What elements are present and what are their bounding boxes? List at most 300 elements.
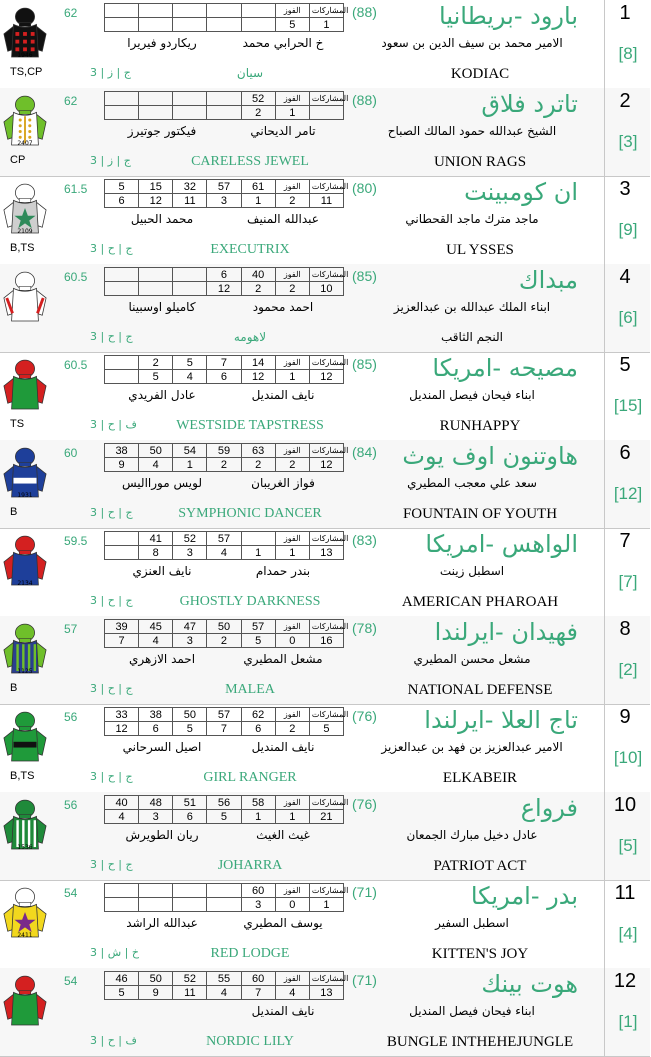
form-cell: 2 <box>275 722 309 736</box>
equipment-code: B <box>10 506 18 518</box>
form-table <box>104 179 349 208</box>
form-cell: 6 <box>105 194 139 208</box>
sex-color-age: ج | ح | 3 <box>90 682 133 695</box>
form-cell: 1 <box>275 106 309 120</box>
owner-secondary: النجم الثاقب <box>441 330 503 344</box>
equipment-code: TS <box>10 418 25 430</box>
form-cell: 5 <box>309 722 343 736</box>
horse-number: 11 <box>614 882 636 904</box>
form-cell: 3 <box>241 898 275 912</box>
trainer-name: نايف المنديل <box>251 1004 315 1018</box>
jockey-silks <box>0 704 52 792</box>
form-cell: 1 <box>241 194 275 208</box>
form-cell: 2 <box>241 458 275 472</box>
form-cell: 56 <box>207 796 241 810</box>
silks-number: 1946 <box>17 52 33 59</box>
form-cell: 1 <box>275 370 309 384</box>
dam-name: JOHARRA <box>217 858 283 873</box>
owner-name: سعد علي معجب المطيري <box>407 476 537 490</box>
sex-color-age: ج | ح | 3 <box>90 330 133 343</box>
form-cell: 48 <box>139 796 173 810</box>
trainer-name: نايف المنديل <box>251 388 315 402</box>
sire-name: KITTEN'S JOY <box>431 946 529 962</box>
horse-row <box>0 968 650 1057</box>
number-column <box>604 88 651 176</box>
dam-name: لاهومه <box>233 330 267 344</box>
jockey-name: محمد الحبيل <box>130 212 194 226</box>
sex-color-age: خ | ش | 3 <box>90 946 139 959</box>
form-cell: 7 <box>105 634 139 648</box>
trainer-name: غيث الغيث <box>256 828 310 842</box>
form-table <box>104 267 349 296</box>
form-cell: الفوز <box>275 444 309 458</box>
form-cell: 12 <box>105 722 139 736</box>
form-cell: 57 <box>207 180 241 194</box>
form-cell: 5 <box>139 370 173 384</box>
form-table <box>104 971 349 1000</box>
form-cell <box>173 884 207 898</box>
form-cell: 3 <box>207 194 241 208</box>
form-cell: 40 <box>105 796 139 810</box>
draw-position: [5] <box>618 836 638 855</box>
form-cell: 7 <box>207 356 241 370</box>
jockey-name: نايف العنزي <box>132 564 192 578</box>
silks-number: 1125 <box>17 668 33 675</box>
trainer-name: بندر حمدام <box>255 564 311 578</box>
form-cell: المشاركات <box>309 180 343 194</box>
form-cell <box>241 4 275 18</box>
number-column <box>604 616 651 704</box>
horse-number: 12 <box>613 970 637 992</box>
form-cell: 4 <box>139 458 173 472</box>
form-cell: 62 <box>241 708 275 722</box>
form-cell: 12 <box>241 370 275 384</box>
form-table <box>104 531 349 560</box>
weight: 60.5 <box>64 358 88 372</box>
equipment-code: B,TS <box>10 770 35 782</box>
trainer-name: يوسف المطيري <box>243 916 323 930</box>
form-cell <box>105 268 139 282</box>
form-cell: 5 <box>275 18 309 32</box>
number-column <box>604 0 651 88</box>
sex-color-age: ج | ح | 3 <box>90 242 133 255</box>
form-cell: الفوز <box>275 796 309 810</box>
form-cell: 5 <box>173 722 207 736</box>
form-cell <box>173 106 207 120</box>
form-cell: 59 <box>207 444 241 458</box>
horse-name-arabic: هوت بينك <box>481 970 578 998</box>
jockey-name: لويس مورااليس <box>122 476 202 490</box>
form-cell: 33 <box>105 708 139 722</box>
number-column <box>604 792 651 880</box>
rating: (85) <box>352 356 377 372</box>
form-cell: 1 <box>241 546 275 560</box>
jockey-silks <box>0 176 52 264</box>
form-cell: 57 <box>207 708 241 722</box>
form-cell: 40 <box>241 268 275 282</box>
form-cell <box>105 18 139 32</box>
silks-number: 2134 <box>17 580 33 587</box>
form-cell: 50 <box>139 444 173 458</box>
number-column <box>604 880 651 968</box>
horse-number: 9 <box>619 706 631 728</box>
sex-color-age: ج | ز | 3 <box>90 154 131 167</box>
form-cell: 21 <box>309 810 343 824</box>
form-cell: 2 <box>241 282 275 296</box>
jockey-silks <box>0 528 52 616</box>
form-cell: 38 <box>105 444 139 458</box>
form-cell: الفوز <box>275 972 309 986</box>
form-cell: 13 <box>309 986 343 1000</box>
form-cell: 9 <box>105 458 139 472</box>
form-cell: 50 <box>173 708 207 722</box>
form-cell: 11 <box>309 194 343 208</box>
horse-number: 7 <box>619 530 631 552</box>
form-cell: المشاركات <box>309 708 343 722</box>
draw-position: [2] <box>618 660 638 679</box>
form-cell: 60 <box>241 972 275 986</box>
form-cell <box>139 898 173 912</box>
form-cell: 38 <box>139 708 173 722</box>
form-cell: 14 <box>241 356 275 370</box>
form-cell: 2 <box>207 634 241 648</box>
form-cell <box>173 18 207 32</box>
weight: 56 <box>64 710 78 724</box>
form-cell: 2 <box>207 458 241 472</box>
owner-name: الامير محمد بن سيف الدين بن سعود <box>381 36 563 50</box>
form-cell: الفوز <box>275 620 309 634</box>
form-cell: 55 <box>207 972 241 986</box>
jockey-silks <box>0 352 52 440</box>
form-cell: الفوز <box>275 532 309 546</box>
dam-name: NORDIC LILY <box>206 1034 294 1049</box>
horse-row <box>0 176 650 265</box>
dam-name: WESTSIDE TAPSTRESS <box>176 418 324 433</box>
form-cell: 15 <box>139 180 173 194</box>
rating: (71) <box>352 972 377 988</box>
form-cell: 50 <box>139 972 173 986</box>
equipment-code: CP <box>10 154 26 166</box>
form-cell: 4 <box>207 986 241 1000</box>
horse-number: 1 <box>619 2 631 24</box>
sire-name: BUNGLE INTHEHEJUNGLE <box>386 1034 574 1050</box>
horse-name-arabic: تاج العلا -ايرلندا <box>424 706 578 734</box>
form-cell: 0 <box>275 898 309 912</box>
form-cell <box>173 282 207 296</box>
form-table <box>104 883 349 912</box>
horse-name-arabic: الواهس -امريكا <box>425 530 578 558</box>
form-cell <box>139 106 173 120</box>
form-cell: 57 <box>207 532 241 546</box>
sex-color-age: ج | ح | 3 <box>90 858 133 871</box>
weight: 60.5 <box>64 270 88 284</box>
draw-position: [7] <box>618 572 638 591</box>
form-cell: 8 <box>139 546 173 560</box>
form-cell: 45 <box>139 620 173 634</box>
form-cell: المشاركات <box>309 532 343 546</box>
equipment-code: TS,CP <box>10 66 43 78</box>
form-cell: الفوز <box>275 884 309 898</box>
form-cell <box>207 92 241 106</box>
form-cell: 13 <box>309 546 343 560</box>
form-cell <box>207 18 241 32</box>
dam-name: MALEA <box>225 682 275 697</box>
form-cell: المشاركات <box>309 356 343 370</box>
horse-row <box>0 440 650 529</box>
horse-number: 5 <box>619 354 631 376</box>
form-cell: المشاركات <box>309 884 343 898</box>
jockey-silks <box>0 880 52 968</box>
jockey-name: فيكتور جوتيرز <box>127 124 197 138</box>
horse-row <box>0 0 650 89</box>
form-cell: 2 <box>275 282 309 296</box>
form-cell <box>105 546 139 560</box>
form-cell <box>105 92 139 106</box>
silks-number: 1536 <box>17 844 33 851</box>
weight: 54 <box>64 974 78 988</box>
form-cell <box>139 268 173 282</box>
form-cell: 4 <box>139 634 173 648</box>
form-cell <box>207 4 241 18</box>
form-cell <box>139 18 173 32</box>
form-cell: الفوز <box>275 356 309 370</box>
jockey-name: ريان الطويرش <box>125 828 199 842</box>
form-cell: 46 <box>105 972 139 986</box>
trainer-name: عبدالله المنيف <box>247 212 319 226</box>
sex-color-age: ج | ح | 3 <box>90 770 133 783</box>
form-cell: 12 <box>139 194 173 208</box>
weight: 60 <box>64 446 78 460</box>
number-column <box>604 264 651 352</box>
horse-number: 6 <box>619 442 631 464</box>
form-cell: 1 <box>309 898 343 912</box>
dam-name: RED LODGE <box>210 946 290 961</box>
sire-name: UL YSSES <box>446 242 514 258</box>
draw-position: [1] <box>618 1012 638 1031</box>
trainer-name: نايف المنديل <box>251 740 315 754</box>
horse-row <box>0 880 650 969</box>
sex-color-age: ف | ح | 3 <box>90 1034 137 1047</box>
horse-name-arabic: مبداك <box>518 266 578 294</box>
form-cell: 1 <box>275 810 309 824</box>
jockey-silks <box>0 264 52 352</box>
sire-name: ELKABEIR <box>442 770 518 786</box>
form-table <box>104 3 349 32</box>
horse-row <box>0 264 650 353</box>
form-cell: 0 <box>275 634 309 648</box>
form-cell: 54 <box>173 444 207 458</box>
form-cell: 51 <box>173 796 207 810</box>
form-table <box>104 443 349 472</box>
form-cell: 11 <box>173 986 207 1000</box>
form-cell <box>139 92 173 106</box>
silks-number: 1931 <box>17 492 33 499</box>
form-cell: 6 <box>241 722 275 736</box>
rating: (88) <box>352 4 377 20</box>
horse-number: 3 <box>619 178 631 200</box>
form-cell: 3 <box>173 634 207 648</box>
form-cell <box>139 4 173 18</box>
form-cell: 2 <box>241 106 275 120</box>
sire-name: AMERICAN PHAROAH <box>401 594 559 610</box>
rating: (88) <box>352 92 377 108</box>
form-cell <box>173 268 207 282</box>
form-cell: 6 <box>207 370 241 384</box>
horse-row <box>0 352 650 441</box>
jockey-name: ريكاردو فيريرا <box>127 36 197 50</box>
rating: (76) <box>352 708 377 724</box>
form-cell: 6 <box>207 268 241 282</box>
owner-name: ماجد مترك ماجد القحطاني <box>405 212 539 226</box>
weight: 62 <box>64 6 78 20</box>
number-column <box>604 704 651 792</box>
sex-color-age: ف | ح | 3 <box>90 418 137 431</box>
form-cell: المشاركات <box>309 268 343 282</box>
number-column <box>604 440 651 528</box>
owner-name: ابناء الملك عبدالله بن عبدالعزيز <box>393 300 551 314</box>
form-cell: 5 <box>173 356 207 370</box>
horse-row <box>0 704 650 793</box>
rating: (83) <box>352 532 377 548</box>
form-cell <box>309 106 343 120</box>
form-cell: 60 <box>241 884 275 898</box>
number-column <box>604 968 651 1056</box>
form-cell: 11 <box>173 194 207 208</box>
dam-name: EXECUTRIX <box>210 242 290 257</box>
horse-number: 8 <box>619 618 631 640</box>
form-cell: 5 <box>105 986 139 1000</box>
horse-name-arabic: بدر -امريكا <box>470 882 578 910</box>
owner-name: الامير عبدالعزيز بن فهد بن عبدالعزيز <box>381 740 563 754</box>
form-cell: 1 <box>275 546 309 560</box>
rating: (71) <box>352 884 377 900</box>
form-cell <box>105 282 139 296</box>
owner-name: اسطبل زينت <box>439 564 505 578</box>
equipment-code: B,TS <box>10 242 35 254</box>
weight: 54 <box>64 886 78 900</box>
form-cell: 12 <box>309 458 343 472</box>
form-cell: 5 <box>241 634 275 648</box>
weight: 62 <box>64 94 78 108</box>
draw-position: [12] <box>613 484 643 503</box>
jockey-name: احمد الازهري <box>128 652 196 666</box>
owner-name: مشعل محسن المطيري <box>413 652 531 666</box>
owner-name: عادل دخيل مبارك الجمعان <box>406 828 538 842</box>
form-cell: المشاركات <box>309 796 343 810</box>
form-cell: 3 <box>173 546 207 560</box>
form-cell: 57 <box>241 620 275 634</box>
form-cell: 41 <box>139 532 173 546</box>
form-cell <box>173 4 207 18</box>
rating: (84) <box>352 444 377 460</box>
sire-name: PATRIOT ACT <box>433 858 527 874</box>
dam-name: GHOSTLY DARKNESS <box>179 594 321 609</box>
form-cell: 9 <box>139 986 173 1000</box>
form-cell: 2 <box>275 458 309 472</box>
form-cell: المشاركات <box>309 444 343 458</box>
number-column <box>604 528 651 616</box>
form-table <box>104 355 349 384</box>
form-cell: 1 <box>241 810 275 824</box>
form-cell: 50 <box>207 620 241 634</box>
form-table <box>104 795 349 824</box>
horse-name-arabic: بارود -بريطانيا <box>439 2 578 30</box>
horse-name-arabic: مصيحه -امريكا <box>432 354 578 382</box>
trainer-name: خ الحرابي محمد <box>242 36 324 50</box>
jockey-name: عبدالله الراشد <box>126 916 198 930</box>
rating: (76) <box>352 796 377 812</box>
form-cell: 52 <box>241 92 275 106</box>
owner-name: ابناء فيحان فيصل المنديل <box>409 1004 535 1018</box>
trainer-name: مشعل المطيري <box>243 652 323 666</box>
form-cell <box>105 356 139 370</box>
weight: 57 <box>64 622 78 636</box>
form-cell <box>241 532 275 546</box>
jockey-silks <box>0 792 52 880</box>
form-cell: 4 <box>105 810 139 824</box>
draw-position: [6] <box>618 308 638 327</box>
form-cell: 5 <box>207 810 241 824</box>
form-cell: 1 <box>173 458 207 472</box>
horse-name-arabic: ان كومبينت <box>464 178 578 206</box>
sire-name: KODIAC <box>450 66 510 82</box>
trainer-name: فواز الغريبان <box>251 476 315 490</box>
form-cell: 4 <box>275 986 309 1000</box>
horse-name-arabic: تاترد فلاق <box>481 90 578 118</box>
form-cell: الفوز <box>275 708 309 722</box>
form-table <box>104 707 349 736</box>
form-cell: المشاركات <box>309 4 343 18</box>
jockey-silks <box>0 88 52 176</box>
sire-name: FOUNTAIN OF YOUTH <box>402 506 558 522</box>
form-cell <box>105 106 139 120</box>
form-cell: المشاركات <box>309 92 343 106</box>
rating: (85) <box>352 268 377 284</box>
form-cell: 47 <box>173 620 207 634</box>
form-cell <box>207 884 241 898</box>
weight: 56 <box>64 798 78 812</box>
form-cell: 52 <box>173 532 207 546</box>
form-cell: 12 <box>309 370 343 384</box>
form-cell: الفوز <box>275 92 309 106</box>
sex-color-age: ج | ح | 3 <box>90 506 133 519</box>
form-cell: 39 <box>105 620 139 634</box>
sex-color-age: ج | ز | 3 <box>90 66 131 79</box>
silks-number: 2109 <box>17 228 33 235</box>
horse-number: 2 <box>619 90 631 112</box>
form-cell <box>173 898 207 912</box>
horse-name-arabic: فرواع <box>520 794 578 822</box>
horse-name-arabic: فهيدان -ايرلندا <box>434 618 578 646</box>
form-cell: 61 <box>241 180 275 194</box>
horse-row <box>0 792 650 881</box>
number-column <box>604 352 651 440</box>
form-cell: 58 <box>241 796 275 810</box>
silks-number: 2411 <box>17 932 33 939</box>
form-cell: 3 <box>139 810 173 824</box>
form-table <box>104 619 349 648</box>
jockey-name: عادل الفريدي <box>128 388 196 402</box>
form-cell: الفوز <box>275 4 309 18</box>
form-cell <box>173 92 207 106</box>
form-cell: الفوز <box>275 268 309 282</box>
form-cell: 1 <box>309 18 343 32</box>
form-cell: 63 <box>241 444 275 458</box>
form-cell: 16 <box>309 634 343 648</box>
form-cell: 10 <box>309 282 343 296</box>
form-cell <box>207 106 241 120</box>
weight: 59.5 <box>64 534 88 548</box>
